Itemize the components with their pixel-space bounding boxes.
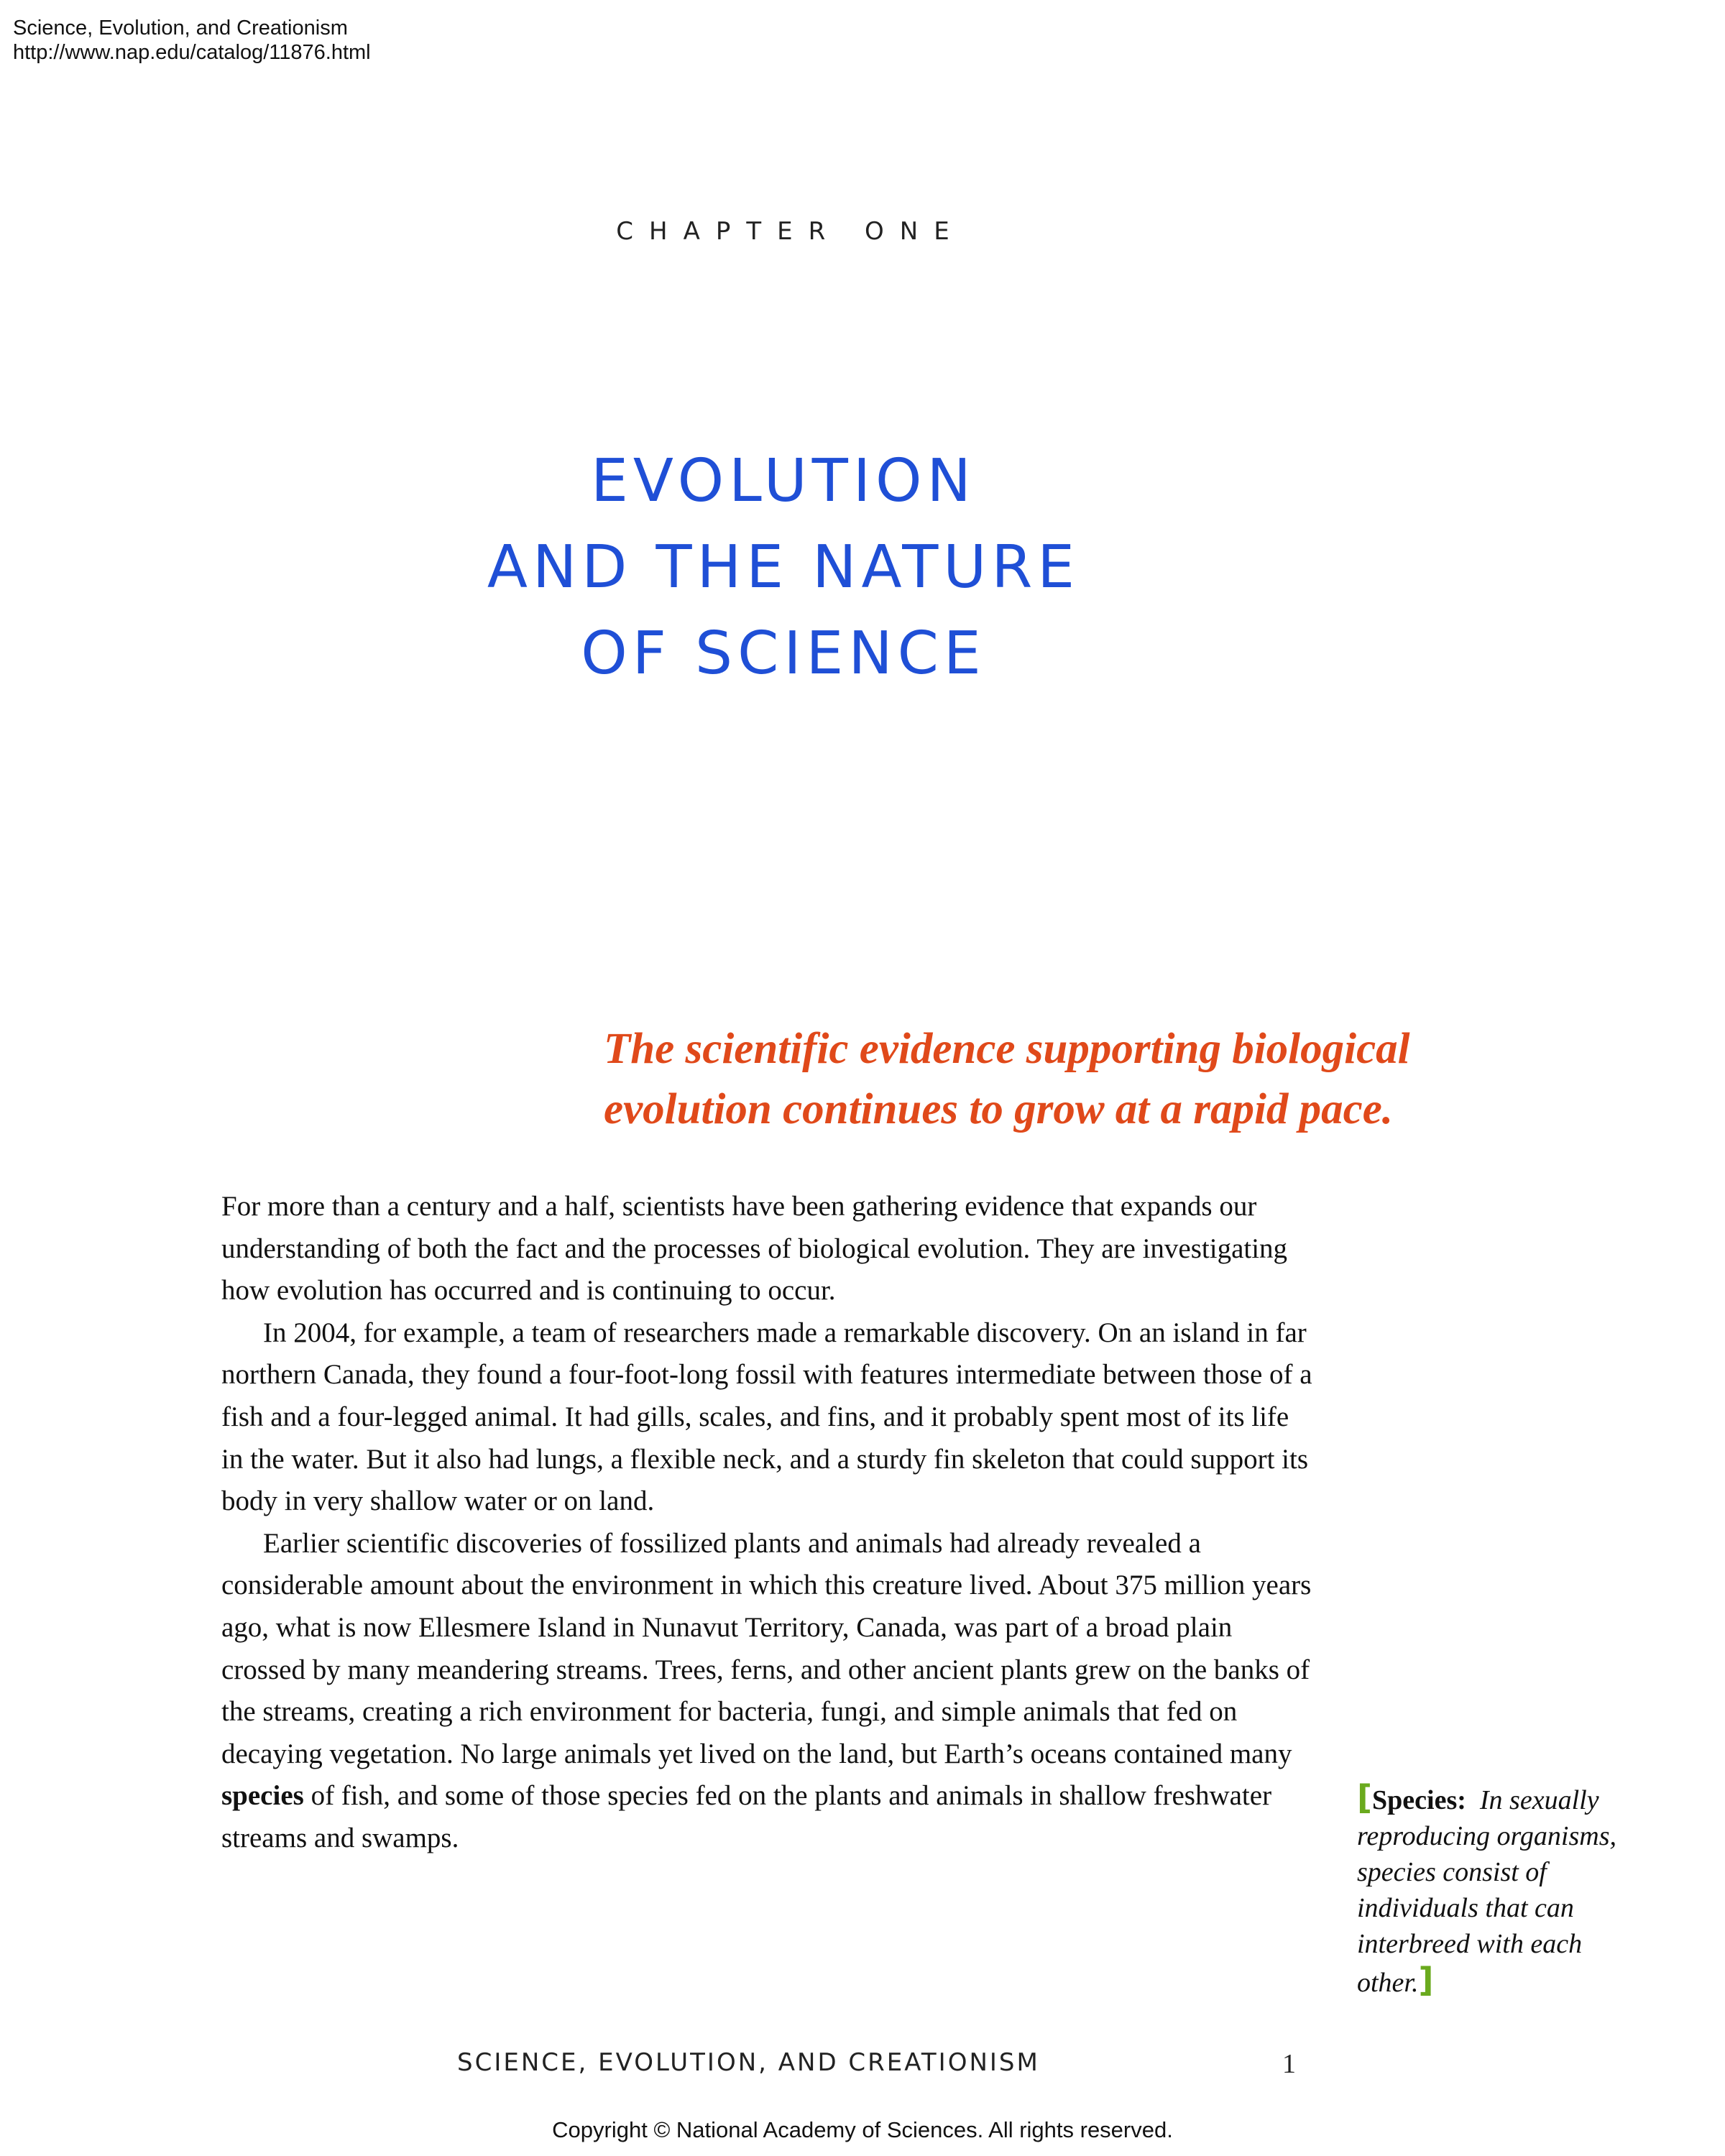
chapter-title-line-3: OF SCIENCE [581, 619, 986, 688]
pull-quote-line-1: The scientific evidence supporting biological [604, 1025, 1410, 1073]
pull-quote [604, 1019, 1596, 1140]
body-text [221, 1186, 1314, 1860]
glossary-term: Species: [1372, 1785, 1466, 1815]
paragraph-3-text-after: of fish, and some of those species fed on the plants and animals in shallow freshwater streams and swamps. [221, 1780, 1272, 1853]
close-bracket-icon: ] [1418, 1961, 1434, 1999]
paragraph-1: For more than a century and a half, scientists have been gathering evidence that expands our understanding of both the fact and the processes of biological evolution. They are investigating how evolution has occurred and is continuing to occur. [221, 1191, 1288, 1307]
chapter-title-line-1: EVOLUTION [591, 447, 976, 515]
paragraph-2: In 2004, for example, a team of researchers made a remarkable discovery. On an island in far northern Canada, they found a four-foot-long fossil with features intermediate between those of a fish and a four-legged animal. It had gills, scales, and fins, and it probably spent most of its life in the water. But it also had lungs, a flexible neck, and a sturdy fin skeleton that could support its body in very shallow water or on land. [221, 1317, 1312, 1517]
chapter-label: CHAPTER ONE [616, 217, 965, 246]
glossary-sidebar [1357, 1779, 1630, 2001]
paragraph-3 [221, 1523, 1314, 1860]
glossary-term-species: species [221, 1780, 304, 1812]
document-title-header: Science, Evolution, and Creationism [13, 17, 348, 40]
open-bracket-icon: [ [1357, 1778, 1373, 1817]
paragraph-3-text-before: Earlier scientific discoveries of fossilized plants and animals had already revealed a considerable amount about the environment in which this creature lived. About 375 million years ago, what is now Ellesmere Island in Nunavut Territory, Canada, was part of a broad plain crossed by many meandering streams. Trees, ferns, and other ancient plants grew on the banks of the streams, creating a rich environment for bacteria, fungi, and simple animals that fed on decaying vegetation. No large animals yet lived on the land, but Earth’s oceans contained many [221, 1527, 1312, 1769]
pull-quote-line-2: evolution continues to grow at a rapid pace. [604, 1085, 1394, 1133]
page-number: 1 [1282, 2049, 1296, 2079]
footer-book-title: SCIENCE, EVOLUTION, AND CREATIONISM [457, 2048, 1040, 2077]
document-url[interactable]: http://www.nap.edu/catalog/11876.html [13, 41, 371, 64]
copyright-notice: Copyright © National Academy of Sciences. All rights reserved. [552, 2117, 1173, 2142]
glossary-definition: In sexually reproducing organisms, species consist of individuals that can interbreed with each other. [1357, 1785, 1616, 1998]
chapter-title [0, 438, 1567, 697]
chapter-title-line-2: AND THE NATURE [487, 533, 1080, 602]
